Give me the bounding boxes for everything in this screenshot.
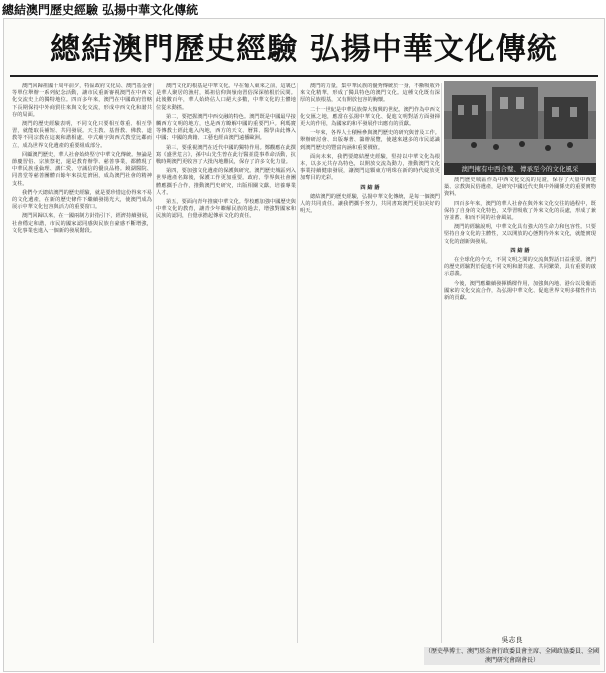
column-divider [441,83,442,643]
photo-caption: 澳門擁有中西合璧、傳承至今的文化風采 [444,163,596,175]
clipping-title: 總結澳門歷史經驗 弘揚中華文化傳統 [2,3,199,17]
street-scene-image [444,81,596,163]
paragraph: 澳門的歷史經驗表明，不同文化只要相互尊重、相互學習，就能取長補短、共同發展。天主教、基督教、佛教、道教等不同宗教在這裏和諧相處，中式廟宇與西式教堂比鄰而立，成為世界文化遺產的重要組成部分。 [12,121,152,149]
paragraph: 第五，要面向青年推廣中華文化。學校應加強中國歷史與中華文化的教育，讓青少年瞭解民族的過去，增強對國家和民族的認同，自覺承擔起傳承文化的責任。 [156,199,296,220]
headline-rule [10,75,598,77]
section-subhead: 四 結 語 [360,184,380,191]
paragraph: 澳門的力量，集中華民族的優秀傳統於一身，不斷吸收外來文化精華，形成了獨具特色的澳門文化。這種文化既有深厚的民族根基，又有開放包容的胸懷。 [300,83,440,104]
article-column-2 [156,83,296,663]
paragraph: 我們今天總結澳門的歷史經驗，就是要珍惜這份得來不易的文化遺產，在新的歷史條件下繼續發揚光大，使澳門成為展示中華文化包容與活力的重要窗口。 [12,189,152,211]
article-column-4 [444,177,596,663]
article-photo [444,81,596,163]
paragraph: 總結澳門的歷史經驗，弘揚中華文化傳統，是每一個澳門人的共同責任。讓我們攜手努力，共同書寫澳門更加美好的明天。 [300,193,440,215]
paragraph: 澳門歷史城區作為中西文化交流的見證，保存了大量中西建築、宗教與民俗遺產，是研究中國近代史與中外關係史的重要實物資料。 [444,177,596,198]
paragraph: 澳門回歸以來，在一國兩制方針指引下，經濟持續發展，社會穩定和諧，市民的國家認同感與民族自豪感不斷增強，文化事業也進入一個新的發展階段。 [12,213,152,234]
paragraph: 二十一世紀是中華民族偉大復興的世紀。澳門作為中西文化交匯之地，應當在弘揚中華文化、促進文明對話方面發揮更大的作用，為國家的和平發展作出應有的貢獻。 [300,106,440,128]
column-divider [297,83,298,643]
author-byline [424,635,600,669]
paragraph: 在全球化的今天，不同文明之間的交流與對話日益重要。澳門的歷史經驗對於促進不同文明和諧共處、共同繁榮，具有重要的啟示意義。 [444,257,596,278]
author-affiliation: （歷史學博士、澳門基金會行政委員會主席、全國政協委員、全國澳門研究會副會長） [424,648,599,664]
paragraph: 澳門回歸祖國十周年前夕，特區政府文化局、澳門基金會等單位舉辦一系列紀念活動，讓市民重新審視澳門在中西文化交流史上的獨特地位。四百多年來，澳門在中國政府管轄下長期保持中外商貿往來與文化交流，形成中西文化和諧共存的局面。 [12,83,152,118]
paragraph: 四百多年來，澳門的華人社會在與外來文化交往的過程中，既保持了自身的文化特色，又學習吸收了外來文化的長處，形成了兼容並蓄、和而不同的社會風氣。 [444,200,596,222]
paragraph: 一年來，各界人士積極參與澳門歷史的研究與普及工作。舉辦研討會、出版專著、籌辦展覽，使越來越多的市民認識到澳門歷史的豐富內涵和重要價值。 [300,130,440,151]
paragraph: 澳門的經驗說明，中華文化具有強大的生命力和包容性。只要堅持自身文化的主體性，又以開放的心態對待外來文化，就能實現文化的創新與發展。 [444,224,596,245]
column-divider [153,83,154,643]
paragraph: 第二，要把握澳門中西交融的特色。澳門既是中國最早接觸西方文明的地方，也是西方瞭解中國的重要門戶。利瑪竇等傳教士經此進入內地，西方的天文、曆算、醫學由此傳入中國；中國的典籍、工藝也經由澳門遠播歐洲。 [156,113,296,142]
paragraph: 回顧澳門歷史，華人社會始終堅守中華文化傳統。無論是節慶習俗、宗族祭祀，還是教育辦學、慈善事業，都體現了中華民族重倫理、講仁愛、守誠信的優良品格。鏡湖醫院、同善堂等慈善團體百餘年來扶危濟困，成為澳門社會的精神支柱。 [12,151,152,187]
paragraph: 第三，要重視澳門在近代中國的獨特作用。鄭觀應在此撰寫《盛世危言》，孫中山先生曾在此行醫並從事革命活動，抗戰時期澳門更收容了大批內地難民，保存了許多文化力量。 [156,144,296,166]
newspaper-page [3,18,605,672]
paragraph: 第四，要加強文化遺產的保護與研究。澳門歷史城區列入世界遺產名錄後，保護工作更加重要。政府、學界與社會團體應攜手合作，推動澳門史研究，出版相關文獻，培養專業人才。 [156,168,296,196]
article-column-1 [12,83,152,663]
paragraph: 面向未來，我們要總結歷史經驗，堅持以中華文化為根本，以多元共存為特色，以開放交流為動力，推動澳門文化事業持續健康發展，讓澳門這顆東方明珠在新的時代綻放更加奪目的光彩。 [300,153,440,182]
section-subhead: 四 結 語 [510,247,530,254]
paragraph: 今後，澳門應繼續發揮橋樑作用，加強與內地、港台以及葡語國家的文化交流合作，為弘揚中華文化、促進世界文明多樣性作出新的貢獻。 [444,280,596,302]
author-name: 吳志良 [501,636,523,644]
article-column-3 [300,83,440,663]
article-headline: 總結澳門歷史經驗 弘揚中華文化傳統 [50,32,558,67]
paragraph: 澳門文化的根基是中華文化。早在葡人東來之前，這裏已是華人聚居的漁村，媽祖信仰與嶺南習俗深深植根於民間。此後數百年，華人始終佔人口絕大多數，中華文化的主體地位從未動搖。 [156,83,296,111]
